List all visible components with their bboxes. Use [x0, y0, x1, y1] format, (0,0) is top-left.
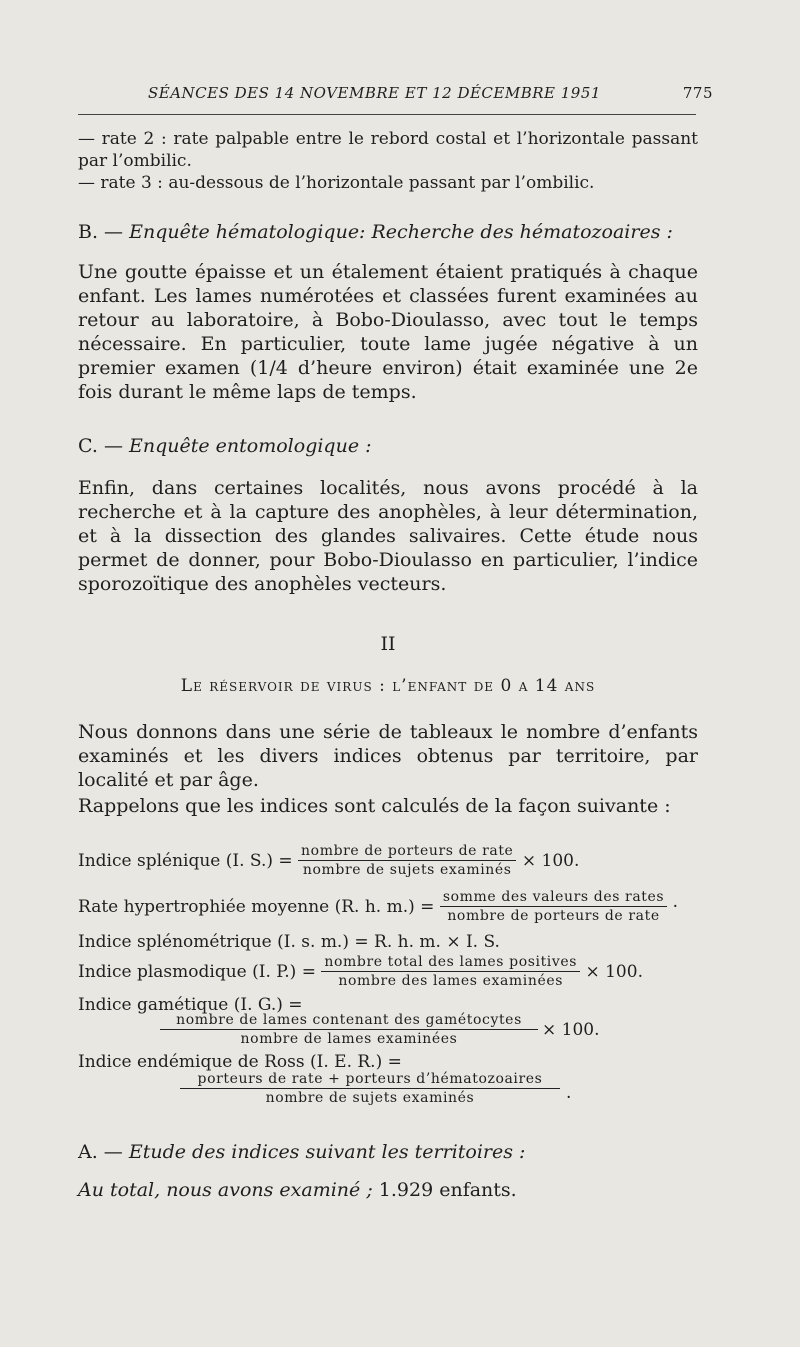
- part-recall: Rappelons que les indices sont calculés de la façon suivante :: [78, 795, 671, 817]
- formula-gametic-mult: × 100.: [542, 1020, 600, 1040]
- formula-splenometric: Indice splénométrique (I. s. m.) = R. h. m. × I. S.: [78, 932, 500, 952]
- formula-gametic-fraction: [160, 1012, 538, 1047]
- formula-plasmodic-fraction: [321, 954, 580, 989]
- formula-plasmodic-den: nombre des lames examinées: [338, 973, 564, 989]
- formula-gametic-label: Indice gamétique (I. G.) =: [78, 995, 303, 1015]
- part-numeral: II: [380, 633, 396, 655]
- formula-endemic-num: porteurs de rate + porteurs d’hématozoaires: [180, 1071, 560, 1089]
- page-number: 775: [682, 84, 713, 102]
- formula-splenic-den: nombre de sujets examinés: [302, 862, 512, 878]
- section-b-paragraph: Une goutte épaisse et un étalement étaient pratiqués à chaque enfant. Les lames numérotées et classées furent examinées au retour au laboratoire, à Bobo-Dioulasso, avec tout le temps nécessaire. En particulier, toute lame jugée négative à un premier examen (1/4 d’heure environ) était examinée une 2e fois durant le même laps de temps.: [78, 261, 698, 403]
- section-b-title: Enquête hématologique: Recherche des hématozoaires :: [129, 221, 673, 243]
- part-title: Le réservoir de virus : l’enfant de 0 a 14 ans: [180, 676, 596, 696]
- formula-plasmodic-mult: × 100.: [585, 961, 643, 982]
- formula-endemic-den: nombre de sujets examinés: [265, 1090, 475, 1106]
- section-a-total-text: Au total, nous avons examiné ;: [78, 1179, 373, 1201]
- section-a-heading: [78, 1140, 698, 1164]
- formula-splenic-mult: × 100.: [521, 850, 580, 871]
- formula-splenic-label: Indice splénique (I. S.) =: [78, 850, 293, 871]
- formula-rhm-label: Rate hypertrophiée moyenne (R. h. m.) =: [78, 896, 435, 917]
- section-a-title: Etude des indices suivant les territoires :: [128, 1141, 526, 1163]
- formula-splenic: [78, 843, 579, 878]
- formula-rhm-num: somme des valeurs des rates: [440, 889, 667, 907]
- formula-rhm: [78, 889, 678, 924]
- formula-splenic-fraction: [298, 843, 516, 878]
- section-c-title: Enquête entomologique :: [129, 435, 372, 457]
- formula-plasmodic-label: Indice plasmodique (I. P.) =: [78, 961, 316, 982]
- formula-rhm-den: nombre de porteurs de rate: [447, 908, 660, 924]
- formula-plasmodic-num: nombre total des lames positives: [321, 954, 580, 972]
- formula-splenic-num: nombre de porteurs de rate: [298, 843, 516, 861]
- formula-gametic-num: nombre de lames contenant des gamétocytes: [160, 1012, 538, 1030]
- formula-endemic-tail: ·: [566, 1088, 572, 1108]
- section-c-paragraph: Enfin, dans certaines localités, nous avons procédé à la recherche et à la capture des anophèles, à leur détermination, et à la dissection des glandes salivaires. Cette étude nous permet de donner, pour Bobo-Dioulasso en particulier, l’indice sporozoïtique des anophèles vecteurs.: [78, 477, 698, 595]
- formula-plasmodic: [78, 954, 643, 989]
- section-a-label: A. —: [78, 1141, 123, 1163]
- header-rule: [78, 114, 696, 115]
- formula-rhm-tail: ·: [672, 896, 679, 917]
- rate-line-2: — rate 2 : rate palpable entre le rebord costal et l’horizontale passant par l’ombilic.: [78, 129, 698, 171]
- part-intro: Nous donnons dans une série de tableaux le nombre d’enfants examinés et les divers indices obtenus par territoire, par localité et par âge.: [78, 721, 698, 791]
- formula-endemic-label: Indice endémique de Ross (I. E. R.) =: [78, 1052, 402, 1072]
- formula-rhm-fraction: [440, 889, 667, 924]
- section-a-total-value: 1.929 enfants.: [378, 1179, 517, 1201]
- running-header: [78, 84, 713, 110]
- section-c-heading: [78, 434, 698, 458]
- header-title: SÉANCES DES 14 NOVEMBRE ET 12 DÉCEMBRE 1951: [148, 84, 601, 102]
- rate-line-3: — rate 3 : au-dessous de l’horizontale passant par l’ombilic.: [78, 173, 595, 193]
- section-c-label: C. —: [78, 435, 123, 457]
- section-b-heading: [78, 220, 698, 244]
- section-b-label: B. —: [78, 221, 124, 243]
- formula-endemic-fraction: [180, 1071, 560, 1106]
- section-a-total: [78, 1178, 698, 1202]
- formula-gametic-den: nombre de lames examinées: [240, 1031, 458, 1047]
